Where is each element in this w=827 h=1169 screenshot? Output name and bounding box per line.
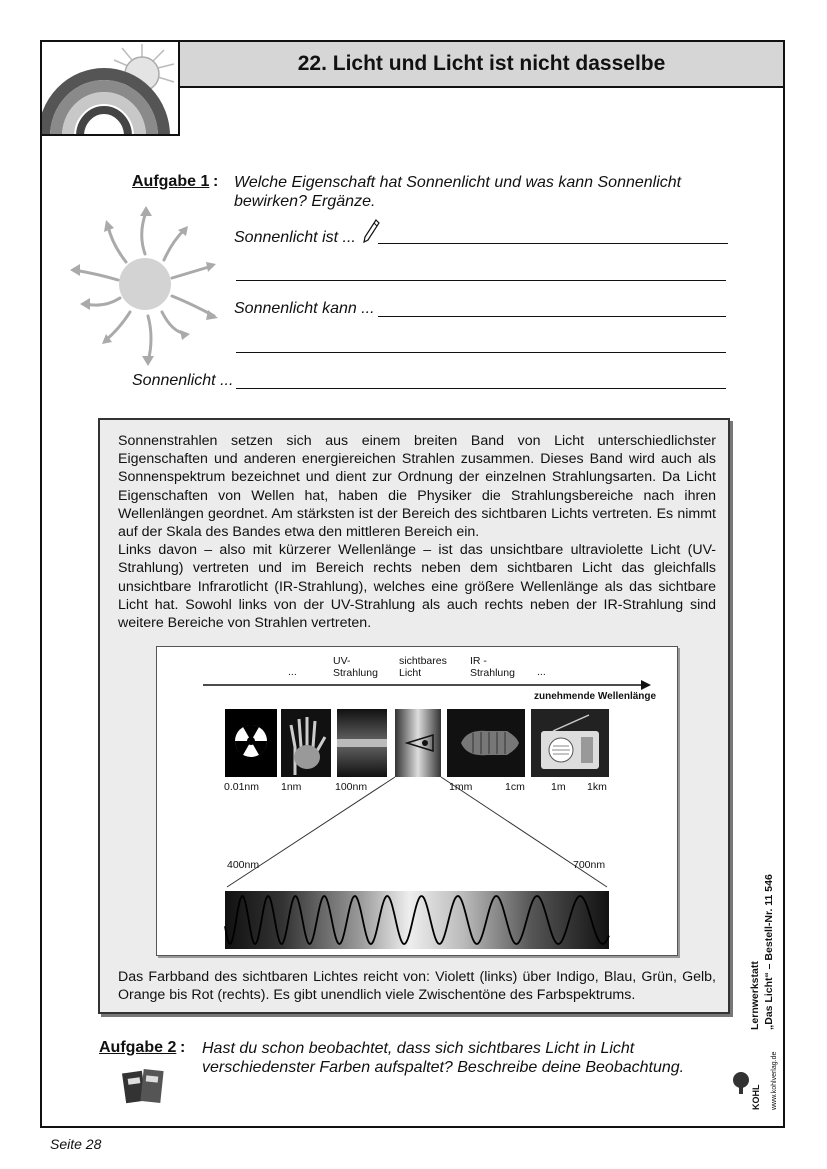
publisher-sidebar (735, 870, 785, 1120)
page-number: Seite 28 (50, 1136, 102, 1152)
tick-1nm: 1nm (281, 781, 302, 793)
rainbow-sun-logo (40, 40, 180, 136)
answer-line-1[interactable] (378, 243, 728, 244)
tick-1mm: 1mm (449, 781, 473, 793)
info-paragraph-1: Sonnenstrahlen setzen sich aus einem breiten Band von Licht unterschiedlichster Eigenschaften und anderen energiereichen Strahlen zusammen. Dieses Band wird auch als Sonnenspektrum bezeichnet und dient zur Ordnung der einzelnen Strahlungsarten. Da Licht Eigenschaften von Wellen hat, haben die Physiker die Strahlungsbereiche nach ihren Wellenlängen geordnet. Am stärksten ist der Bereich des sichtbaren Lichts vertreten. Es nimmt auf der Skala des Bandes etwa den mittleren Bereich ein. (118, 433, 716, 541)
label-uv: UV- Strahlung (333, 655, 378, 679)
info-paragraph-2: Links davon – also mit kürzerer Wellenlänge – ist das unsichtbare ultraviolette Licht (UV-Strahlung) vertreten und im Bereich rechts neben dem sichtbaren Licht das gleichfalls unsichtbare Infrarotlicht (IR-Strahlung), welches eine größere Wellenlänge als das sichtbare Licht hat. Sowohl links von der UV-Strahlung als auch rechts neben der IR-Strahlung sind weitere Bereiche von Strahlen vertreten. (118, 542, 716, 632)
spectrum-diagram (156, 646, 678, 956)
page-title: 22. Licht und Licht ist nicht dasselbe (180, 40, 785, 88)
sun-icon (68, 204, 220, 366)
prompt-sonnenlicht-ist: Sonnenlicht ist ... (234, 229, 356, 246)
radio-image (531, 709, 609, 777)
answer-line-3[interactable] (378, 316, 726, 317)
label-visible: sichtbares Licht (399, 655, 447, 679)
info-box (98, 418, 730, 1014)
uv-image (337, 709, 387, 777)
label-ir: IR - Strahlung (470, 655, 515, 679)
books-icon (122, 1066, 168, 1106)
task2-question: Hast du schon beobachtet, dass sich sichtbares Licht in Licht verschiedenster Farben aufspaltet? Beschreibe deine Beobachtung. (202, 1040, 685, 1076)
label-dots-left: ... (288, 666, 297, 678)
rainbow-icon (42, 42, 178, 134)
side-brand: KOHL (751, 1084, 761, 1110)
task2-colon: : (180, 1039, 186, 1056)
tick-0-01nm: 0.01nm (224, 781, 260, 793)
tick-1km: 1km (587, 781, 607, 793)
tick-100nm: 100nm (335, 781, 368, 793)
gamma-radiation-image (225, 709, 277, 777)
visible-spectrum-band (225, 891, 609, 949)
pencil-icon (362, 218, 380, 244)
info-bottom-text: Das Farbband des sichtbaren Lichtes reicht von: Violett (links) über Indigo, Blau, Grün, Gelb, Orange bis Rot (rechts). Es gibt unendlich viele Zwischentöne des Farbspektrums. (118, 969, 716, 1004)
task2-label: Aufgabe 2 (99, 1039, 177, 1056)
visible-light-image (395, 709, 441, 777)
tick-1m: 1m (551, 781, 566, 793)
arrow-head-icon (641, 680, 651, 690)
answer-line-5[interactable] (236, 388, 726, 389)
infrared-image (447, 709, 525, 777)
label-dots-right: ... (537, 666, 546, 678)
prompt-sonnenlicht-kann: Sonnenlicht kann ... (234, 300, 375, 317)
task1-colon: : (213, 173, 219, 190)
label-400nm: 400nm (227, 859, 260, 871)
side-url: www.kohlverlag.de (771, 1051, 778, 1110)
info-text (118, 432, 716, 632)
side-lernwerkstatt: Lernwerkstatt (749, 961, 761, 1030)
label-700nm: 700nm (573, 859, 606, 871)
answer-line-2[interactable] (236, 280, 726, 281)
publisher-logo-icon (731, 1066, 751, 1096)
answer-line-4[interactable] (236, 352, 726, 353)
task1-question: Welche Eigenschaft hat Sonnenlicht und was kann Sonnenlicht bewirken? Ergänze. (234, 174, 682, 210)
prompt-sonnenlicht: Sonnenlicht ... (132, 372, 234, 389)
label-increasing-wavelength: zunehmende Wellenlänge (534, 691, 657, 702)
side-order-number: „Das Licht“ – Bestell-Nr. 11 546 (763, 874, 775, 1030)
tick-1cm: 1cm (505, 781, 525, 793)
task1-label: Aufgabe 1 (132, 173, 210, 190)
xray-hand-image (281, 709, 331, 777)
